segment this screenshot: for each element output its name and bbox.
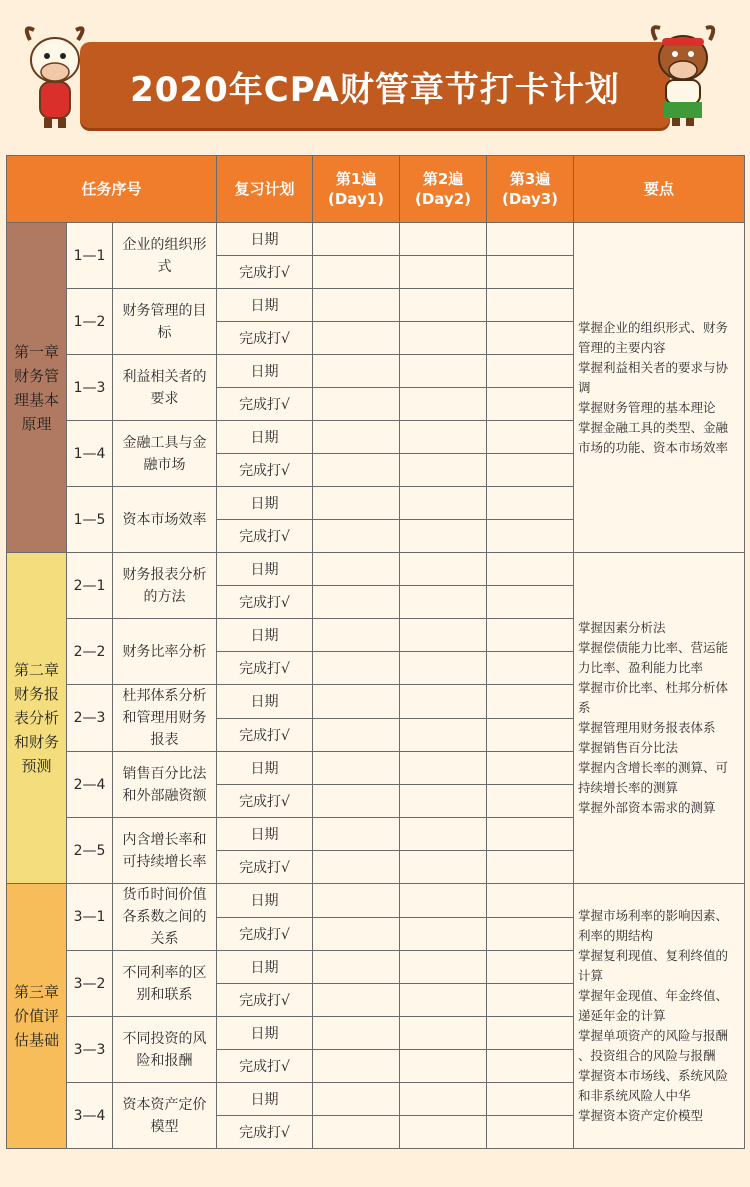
day2-date-cell[interactable] bbox=[400, 355, 487, 388]
day3-done-cell[interactable] bbox=[487, 851, 574, 884]
header-pass2 bbox=[400, 156, 487, 223]
day2-done-cell[interactable] bbox=[400, 586, 487, 619]
day2-date-cell[interactable] bbox=[400, 951, 487, 984]
day2-date-cell[interactable] bbox=[400, 421, 487, 454]
task-name: 企业的组织形式 bbox=[113, 223, 217, 289]
key-point-line: 市场的功能、资本市场效率 bbox=[578, 439, 729, 455]
day3-date-cell[interactable] bbox=[487, 685, 574, 719]
day3-date-cell[interactable] bbox=[487, 818, 574, 851]
header-pass3-label: 第3遍 bbox=[509, 170, 551, 188]
day2-date-cell[interactable] bbox=[400, 1083, 487, 1116]
day2-date-cell[interactable] bbox=[400, 619, 487, 652]
day1-done-cell[interactable] bbox=[313, 785, 400, 818]
header-day3-label: (Day3) bbox=[502, 190, 559, 208]
task-id: 2—5 bbox=[67, 818, 113, 884]
task-id: 1—5 bbox=[67, 487, 113, 553]
task-name: 销售百分比法和外部融资额 bbox=[113, 752, 217, 818]
date-label: 日期 bbox=[217, 1017, 313, 1050]
day1-date-cell[interactable] bbox=[313, 487, 400, 520]
key-point-line: 掌握市价比率、杜邦分析体 bbox=[578, 680, 729, 695]
done-label: 完成打√ bbox=[217, 984, 313, 1017]
task-row-date bbox=[7, 223, 745, 256]
day1-date-cell[interactable] bbox=[313, 1017, 400, 1050]
key-point-line: 、投资组合的风险与报酬 bbox=[578, 1048, 716, 1063]
checkin-plan-table bbox=[6, 155, 745, 1149]
task-id: 3—4 bbox=[67, 1083, 113, 1149]
day2-done-cell[interactable] bbox=[400, 1116, 487, 1149]
header-day1-label: (Day1) bbox=[328, 190, 385, 208]
done-label: 完成打√ bbox=[217, 1050, 313, 1083]
day2-done-cell[interactable] bbox=[400, 1050, 487, 1083]
day3-done-cell[interactable] bbox=[487, 322, 574, 355]
day2-date-cell[interactable] bbox=[400, 223, 487, 256]
date-label: 日期 bbox=[217, 951, 313, 984]
day3-done-cell[interactable] bbox=[487, 586, 574, 619]
date-label: 日期 bbox=[217, 1083, 313, 1116]
day3-date-cell[interactable] bbox=[487, 223, 574, 256]
header-day2-label: (Day2) bbox=[415, 190, 472, 208]
task-id: 3—1 bbox=[67, 884, 113, 951]
header-task-number: 任务序号 bbox=[7, 156, 217, 223]
key-point-line: 调 bbox=[578, 379, 591, 395]
key-point-line: 掌握复利现值、复利终值的 bbox=[578, 948, 729, 963]
day3-done-cell[interactable] bbox=[487, 652, 574, 685]
task-name: 利益相关者的要求 bbox=[113, 355, 217, 421]
key-point-line: 掌握管理用财务报表体系 bbox=[578, 720, 716, 735]
key-point-line: 持续增长率的测算 bbox=[578, 780, 679, 795]
done-label: 完成打√ bbox=[217, 917, 313, 951]
day2-date-cell[interactable] bbox=[400, 553, 487, 586]
day1-done-cell[interactable] bbox=[313, 718, 400, 752]
day2-date-cell[interactable] bbox=[400, 487, 487, 520]
day2-date-cell[interactable] bbox=[400, 685, 487, 719]
done-label: 完成打√ bbox=[217, 785, 313, 818]
day2-done-cell[interactable] bbox=[400, 718, 487, 752]
done-label: 完成打√ bbox=[217, 851, 313, 884]
task-id: 1—4 bbox=[67, 421, 113, 487]
day3-date-cell[interactable] bbox=[487, 355, 574, 388]
day3-date-cell[interactable] bbox=[487, 951, 574, 984]
done-label: 完成打√ bbox=[217, 388, 313, 421]
day1-done-cell[interactable] bbox=[313, 917, 400, 951]
day3-date-cell[interactable] bbox=[487, 553, 574, 586]
header-pass3 bbox=[487, 156, 574, 223]
task-name: 金融工具与金融市场 bbox=[113, 421, 217, 487]
done-label: 完成打√ bbox=[217, 520, 313, 553]
day3-done-cell[interactable] bbox=[487, 718, 574, 752]
day1-done-cell[interactable] bbox=[313, 1050, 400, 1083]
task-id: 1—3 bbox=[67, 355, 113, 421]
key-point-line: 掌握资本市场线、系统风险 bbox=[578, 1068, 729, 1083]
done-label: 完成打√ bbox=[217, 454, 313, 487]
date-label: 日期 bbox=[217, 289, 313, 322]
day2-done-cell[interactable] bbox=[400, 322, 487, 355]
key-point-line: 掌握单项资产的风险与报酬 bbox=[578, 1028, 729, 1043]
task-name: 资本资产定价模型 bbox=[113, 1083, 217, 1149]
done-label: 完成打√ bbox=[217, 256, 313, 289]
header-review-plan: 复习计划 bbox=[217, 156, 313, 223]
task-row-date bbox=[7, 553, 745, 586]
day3-done-cell[interactable] bbox=[487, 1116, 574, 1149]
day1-date-cell[interactable] bbox=[313, 685, 400, 719]
day1-date-cell[interactable] bbox=[313, 818, 400, 851]
key-points bbox=[574, 553, 745, 884]
day1-date-cell[interactable] bbox=[313, 619, 400, 652]
key-point-line: 掌握金融工具的类型、金融 bbox=[578, 419, 729, 435]
key-point-line: 掌握销售百分比法 bbox=[578, 740, 679, 755]
day3-date-cell[interactable] bbox=[487, 884, 574, 918]
key-point-line: 系 bbox=[578, 700, 591, 715]
date-label: 日期 bbox=[217, 421, 313, 454]
day1-date-cell[interactable] bbox=[313, 884, 400, 918]
key-point-line: 掌握市场利率的影响因素、 bbox=[578, 908, 729, 923]
key-points bbox=[574, 884, 745, 1149]
day2-date-cell[interactable] bbox=[400, 1017, 487, 1050]
date-label: 日期 bbox=[217, 818, 313, 851]
day3-done-cell[interactable] bbox=[487, 454, 574, 487]
day3-done-cell[interactable] bbox=[487, 256, 574, 289]
date-label: 日期 bbox=[217, 553, 313, 586]
date-label: 日期 bbox=[217, 223, 313, 256]
task-id: 3—2 bbox=[67, 951, 113, 1017]
task-name: 资本市场效率 bbox=[113, 487, 217, 553]
date-label: 日期 bbox=[217, 685, 313, 719]
header-key-points: 要点 bbox=[574, 156, 745, 223]
done-label: 完成打√ bbox=[217, 652, 313, 685]
task-id: 2—4 bbox=[67, 752, 113, 818]
key-point-line: 和非系统风险人中华 bbox=[578, 1088, 691, 1103]
page-title: 2020年CPA财管章节打卡计划 bbox=[130, 70, 620, 110]
key-point-line: 递延年金的计算 bbox=[578, 1008, 666, 1023]
day3-date-cell[interactable] bbox=[487, 1017, 574, 1050]
key-point-line: 掌握内含增长率的测算、可 bbox=[578, 760, 729, 775]
task-name: 财务比率分析 bbox=[113, 619, 217, 685]
day2-done-cell[interactable] bbox=[400, 520, 487, 553]
day2-done-cell[interactable] bbox=[400, 984, 487, 1017]
day1-done-cell[interactable] bbox=[313, 256, 400, 289]
day1-done-cell[interactable] bbox=[313, 586, 400, 619]
task-id: 1—2 bbox=[67, 289, 113, 355]
key-points bbox=[574, 223, 745, 553]
day3-done-cell[interactable] bbox=[487, 785, 574, 818]
day1-date-cell[interactable] bbox=[313, 951, 400, 984]
task-id: 2—1 bbox=[67, 553, 113, 619]
day2-date-cell[interactable] bbox=[400, 884, 487, 918]
header-pass1-label: 第1遍 bbox=[335, 170, 377, 188]
day3-date-cell[interactable] bbox=[487, 752, 574, 785]
day2-date-cell[interactable] bbox=[400, 289, 487, 322]
task-name: 财务报表分析的方法 bbox=[113, 553, 217, 619]
day3-date-cell[interactable] bbox=[487, 1083, 574, 1116]
day1-done-cell[interactable] bbox=[313, 454, 400, 487]
task-name: 内含增长率和可持续增长率 bbox=[113, 818, 217, 884]
task-id: 2—3 bbox=[67, 685, 113, 752]
day1-done-cell[interactable] bbox=[313, 322, 400, 355]
day3-date-cell[interactable] bbox=[487, 421, 574, 454]
task-id: 3—3 bbox=[67, 1017, 113, 1083]
header-pass2-label: 第2遍 bbox=[422, 170, 464, 188]
task-row-date bbox=[7, 884, 745, 918]
day1-done-cell[interactable] bbox=[313, 1116, 400, 1149]
day1-date-cell[interactable] bbox=[313, 289, 400, 322]
task-name: 不同利率的区别和联系 bbox=[113, 951, 217, 1017]
key-point-line: 掌握企业的组织形式、财务 bbox=[578, 319, 729, 335]
day2-done-cell[interactable] bbox=[400, 785, 487, 818]
day2-done-cell[interactable] bbox=[400, 454, 487, 487]
day3-done-cell[interactable] bbox=[487, 917, 574, 951]
task-name: 财务管理的目标 bbox=[113, 289, 217, 355]
done-label: 完成打√ bbox=[217, 322, 313, 355]
key-point-line: 掌握因素分析法 bbox=[578, 620, 666, 635]
day1-date-cell[interactable] bbox=[313, 1083, 400, 1116]
day3-done-cell[interactable] bbox=[487, 388, 574, 421]
day1-done-cell[interactable] bbox=[313, 652, 400, 685]
task-name: 不同投资的风险和报酬 bbox=[113, 1017, 217, 1083]
day2-done-cell[interactable] bbox=[400, 652, 487, 685]
ox-mascot-right-icon bbox=[648, 18, 718, 128]
chapter-name: 第三章价值评估基础 bbox=[7, 884, 67, 1149]
date-label: 日期 bbox=[217, 752, 313, 785]
day3-date-cell[interactable] bbox=[487, 487, 574, 520]
day2-done-cell[interactable] bbox=[400, 256, 487, 289]
key-point-line: 掌握年金现值、年金终值、 bbox=[578, 988, 729, 1003]
task-name: 货币时间价值各系数之间的关系 bbox=[113, 884, 217, 951]
done-label: 完成打√ bbox=[217, 586, 313, 619]
key-point-line: 力比率、盈利能力比率 bbox=[578, 660, 704, 675]
key-point-line: 掌握外部资本需求的测算 bbox=[578, 800, 716, 815]
day3-date-cell[interactable] bbox=[487, 619, 574, 652]
day1-date-cell[interactable] bbox=[313, 223, 400, 256]
day2-done-cell[interactable] bbox=[400, 388, 487, 421]
chapter-name: 第一章财务管理基本原理 bbox=[7, 223, 67, 553]
day1-done-cell[interactable] bbox=[313, 388, 400, 421]
date-label: 日期 bbox=[217, 884, 313, 918]
key-point-line: 掌握偿债能力比率、营运能 bbox=[578, 640, 729, 655]
day1-done-cell[interactable] bbox=[313, 851, 400, 884]
key-point-line: 管理的主要内容 bbox=[578, 339, 666, 355]
day2-done-cell[interactable] bbox=[400, 917, 487, 951]
day3-done-cell[interactable] bbox=[487, 520, 574, 553]
task-name: 杜邦体系分析和管理用财务报表 bbox=[113, 685, 217, 752]
done-label: 完成打√ bbox=[217, 1116, 313, 1149]
key-point-line: 计算 bbox=[578, 968, 604, 983]
day1-date-cell[interactable] bbox=[313, 553, 400, 586]
task-id: 2—2 bbox=[67, 619, 113, 685]
ox-mascot-left-icon bbox=[20, 20, 90, 130]
day2-date-cell[interactable] bbox=[400, 752, 487, 785]
day3-date-cell[interactable] bbox=[487, 289, 574, 322]
title-banner bbox=[80, 42, 670, 128]
day2-done-cell[interactable] bbox=[400, 851, 487, 884]
day3-done-cell[interactable] bbox=[487, 1050, 574, 1083]
done-label: 完成打√ bbox=[217, 718, 313, 752]
day1-date-cell[interactable] bbox=[313, 421, 400, 454]
day1-date-cell[interactable] bbox=[313, 752, 400, 785]
key-point-line: 掌握财务管理的基本理论 bbox=[578, 399, 716, 415]
key-point-line: 利率的期结构 bbox=[578, 928, 654, 943]
date-label: 日期 bbox=[217, 619, 313, 652]
header-pass1 bbox=[313, 156, 400, 223]
day3-done-cell[interactable] bbox=[487, 984, 574, 1017]
day2-date-cell[interactable] bbox=[400, 818, 487, 851]
day1-done-cell[interactable] bbox=[313, 984, 400, 1017]
day1-done-cell[interactable] bbox=[313, 520, 400, 553]
key-point-line: 掌握利益相关者的要求与协 bbox=[578, 359, 729, 375]
task-id: 1—1 bbox=[67, 223, 113, 289]
chapter-name: 第二章财务报表分析和财务预测 bbox=[7, 553, 67, 884]
date-label: 日期 bbox=[217, 355, 313, 388]
key-point-line: 掌握资本资产定价模型 bbox=[578, 1108, 704, 1123]
date-label: 日期 bbox=[217, 487, 313, 520]
day1-date-cell[interactable] bbox=[313, 355, 400, 388]
